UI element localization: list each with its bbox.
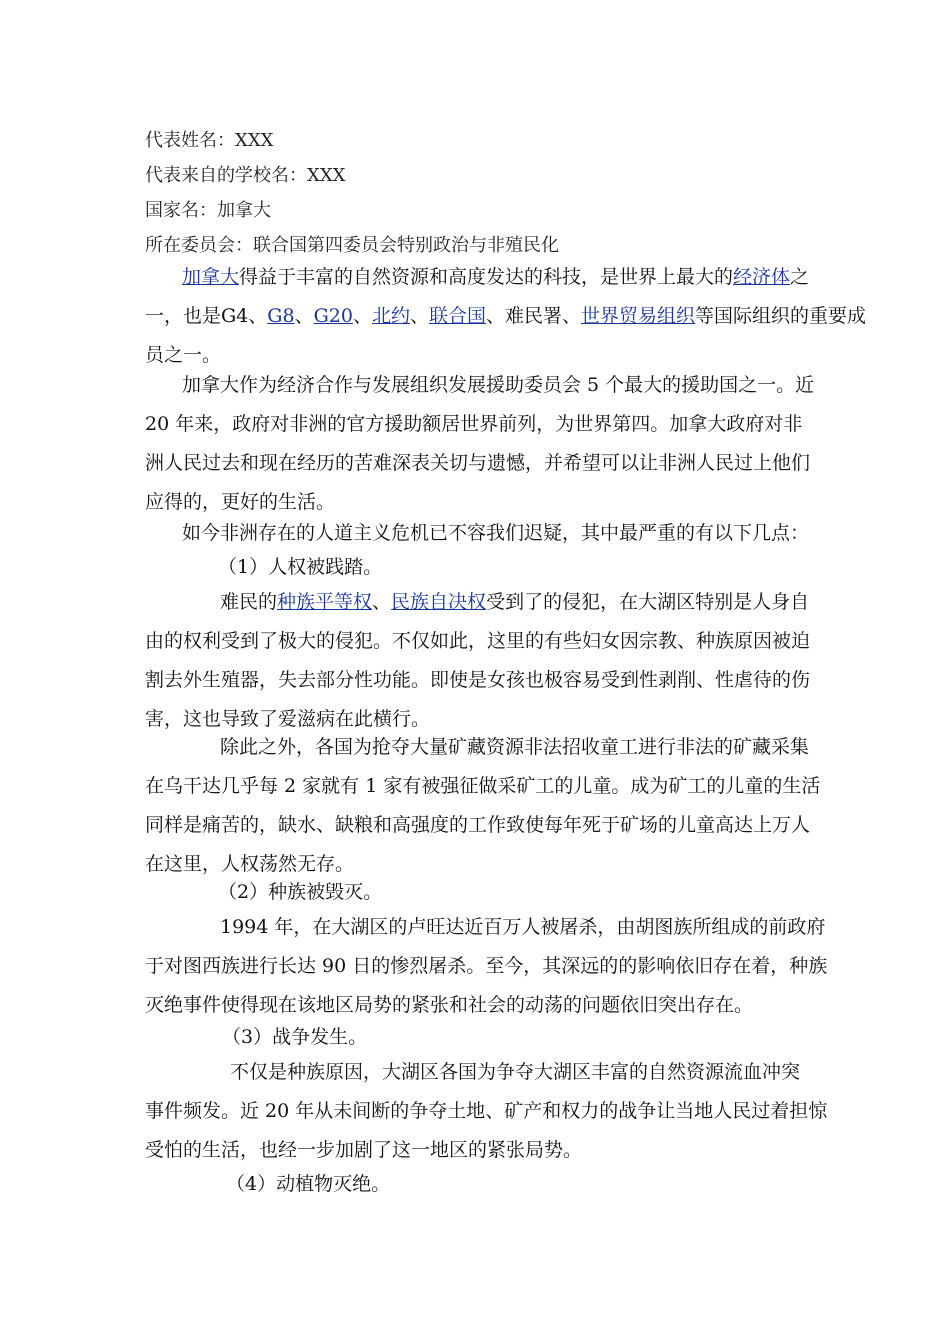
paragraph-intro bbox=[145, 258, 867, 375]
text-line: 不仅是种族原因，大湖区各国为争夺大湖区丰富的自然资源流血冲突 bbox=[230, 1061, 801, 1083]
committee-name: 所在委员会：联合国第四委员会特别政治与非殖民化 bbox=[145, 235, 559, 256]
paragraph-war bbox=[145, 1053, 828, 1170]
paragraph-human-rights bbox=[145, 583, 815, 739]
text-line: 割去外生殖器，失去部分性功能。即使是女孩也极容易受到性剥削、性虐待的伤 bbox=[145, 669, 811, 691]
text-line: 20 年来，政府对非洲的官方援助额居世界前列，为世界第四。加拿大政府对非 bbox=[145, 413, 803, 435]
text: 难民的 bbox=[220, 591, 278, 613]
text: 、 bbox=[372, 591, 392, 613]
text-line: 灭绝事件使得现在该地区局势的紧张和社会的动荡的问题依旧突出存在。 bbox=[145, 994, 754, 1016]
text: 、 bbox=[352, 305, 372, 327]
link-g20[interactable]: G20 bbox=[313, 305, 353, 327]
text-line: 除此之外，各国为抢夺大量矿藏资源非法招收童工进行非法的矿藏采集 bbox=[220, 736, 810, 758]
link-nato[interactable]: 北约 bbox=[371, 305, 410, 327]
section-heading-4: （4）动植物灭绝。 bbox=[226, 1173, 391, 1195]
link-self-determination[interactable]: 民族自决权 bbox=[391, 591, 487, 613]
text-line: 害，这也导致了爱滋病在此横行。 bbox=[145, 708, 431, 730]
school-name: 代表来自的学校名：XXX bbox=[145, 165, 346, 186]
text-line: 于对图西族进行长达 90 日的惨烈屠杀。至今，其深远的的影响依旧存在着，种族 bbox=[145, 955, 828, 977]
text-line: 1994 年，在大湖区的卢旺达近百万人被屠杀，由胡图族所组成的前政府 bbox=[220, 916, 826, 938]
text-line: 受怕的生活，也经一步加剧了这一地区的紧张局势。 bbox=[145, 1139, 583, 1161]
delegate-name: 代表姓名：XXX bbox=[145, 130, 274, 151]
text: 、 bbox=[409, 305, 429, 327]
text: 得益于丰富的自然资源和高度发达的科技，是世界上最大的 bbox=[239, 266, 734, 288]
text: 之 bbox=[790, 266, 810, 288]
link-wto[interactable]: 世界贸易组织 bbox=[581, 305, 696, 327]
link-un[interactable]: 联合国 bbox=[428, 305, 486, 327]
section-heading-3: （3）战争发生。 bbox=[222, 1026, 368, 1048]
link-canada[interactable]: 加拿大 bbox=[182, 266, 240, 288]
link-economy[interactable]: 经济体 bbox=[733, 266, 791, 288]
section-heading-2: （2）种族被毁灭。 bbox=[218, 881, 383, 903]
text: 、难民署、 bbox=[486, 305, 582, 327]
link-racial-equality[interactable]: 种族平等权 bbox=[277, 591, 373, 613]
paragraph-aid bbox=[145, 366, 815, 522]
text-line: 加拿大作为经济合作与发展组织发展援助委员会 5 个最大的援助国之一。近 bbox=[182, 374, 815, 396]
text: 等国际组织的重要成 bbox=[695, 305, 867, 327]
text: 受到了的侵犯，在大湖区特别是人身自 bbox=[486, 591, 810, 613]
text-line: 应得的，更好的生活。 bbox=[145, 491, 336, 513]
text: 、 bbox=[294, 305, 314, 327]
text-line: 由的权利受到了极大的侵犯。不仅如此，这里的有些妇女因宗教、种族原因被迫 bbox=[145, 630, 811, 652]
paragraph-genocide bbox=[145, 908, 828, 1025]
text-line: 在乌干达几乎每 2 家就有 1 家有被强征做采矿工的儿童。成为矿工的儿童的生活 bbox=[145, 775, 821, 797]
text: 一，也是G4、 bbox=[145, 305, 268, 327]
text-line: 如今非洲存在的人道主义危机已不容我们迟疑，其中最严重的有以下几点： bbox=[182, 522, 810, 544]
text-line: 在这里，人权荡然无存。 bbox=[145, 853, 355, 875]
paragraph-crisis bbox=[145, 514, 815, 553]
link-g8[interactable]: G8 bbox=[267, 305, 295, 327]
section-heading-1: （1）人权被践踏。 bbox=[218, 556, 383, 578]
text-line: 同样是痛苦的，缺水、缺粮和高强度的工作致使每年死于矿场的儿童高达上万人 bbox=[145, 814, 811, 836]
text-line: 事件频发。近 20 年从未间断的争夺土地、矿产和权力的战争让当地人民过着担惊 bbox=[145, 1100, 828, 1122]
text: 员之一。 bbox=[145, 344, 222, 366]
country-name: 国家名：加拿大 bbox=[145, 200, 271, 221]
paragraph-child-labor bbox=[145, 728, 821, 884]
text-line: 洲人民过去和现在经历的苦难深表关切与遗憾，并希望可以让非洲人民过上他们 bbox=[145, 452, 811, 474]
